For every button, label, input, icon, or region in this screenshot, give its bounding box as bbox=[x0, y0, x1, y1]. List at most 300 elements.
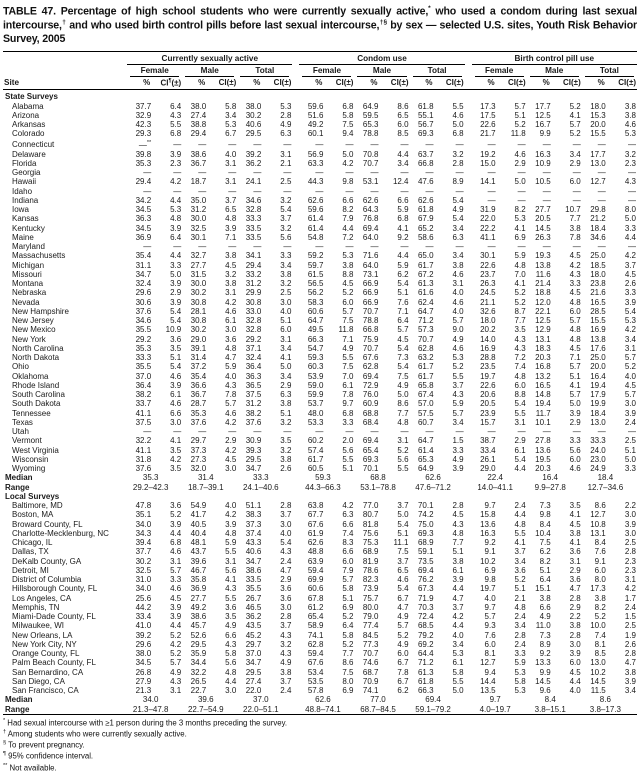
footnotes bbox=[3, 717, 637, 773]
table-cell: 17.7 bbox=[590, 149, 606, 159]
table-cell: 3.9 bbox=[624, 297, 636, 307]
table-cell: 6.6 bbox=[342, 195, 354, 205]
table-cell: 20.0 bbox=[590, 362, 606, 372]
site-label: Nevada bbox=[12, 297, 40, 307]
table-cell: 56.9 bbox=[307, 149, 324, 159]
table-cell: 3.8 bbox=[280, 399, 292, 409]
table-cell: 4.5 bbox=[569, 288, 581, 298]
site-label: Orange County, FL bbox=[12, 649, 80, 659]
table-cell: 2.4 bbox=[514, 639, 526, 649]
table-cell: 3.1 bbox=[280, 149, 292, 159]
table-cell: 5.2 bbox=[569, 129, 581, 139]
table-cell: 17.3 bbox=[590, 584, 606, 594]
table-cell: 75.6 bbox=[362, 528, 379, 538]
site-label: South Dakota bbox=[12, 399, 61, 409]
table-cell: 1.7 bbox=[624, 593, 636, 603]
table-cell: 41.7 bbox=[190, 510, 207, 520]
table-cell: 3.4 bbox=[397, 158, 409, 168]
table-cell: 37.6 bbox=[135, 306, 152, 316]
table-cell: 29.4 bbox=[245, 260, 262, 270]
table-row bbox=[3, 409, 637, 418]
table-cell: 61.4 bbox=[417, 445, 434, 455]
table-cell: 22.1 bbox=[535, 306, 551, 316]
table-cell: 23.8 bbox=[590, 279, 606, 289]
table-cell: 57.8 bbox=[307, 686, 324, 696]
table-cell: 2.0 bbox=[342, 436, 354, 446]
table-cell: 71.2 bbox=[417, 658, 434, 668]
table-cell: 31.4 bbox=[197, 473, 214, 483]
table-cell: 66.9 bbox=[362, 288, 379, 298]
table-cell: 4.3 bbox=[514, 334, 526, 344]
table-cell: — bbox=[400, 168, 409, 178]
table-cell: 60.1 bbox=[307, 129, 324, 139]
table-cell: 71.2 bbox=[417, 316, 434, 326]
table-cell: 13.8 bbox=[590, 334, 606, 344]
table-cell: 5.7 bbox=[569, 390, 581, 400]
table-cell: 15.3 bbox=[590, 110, 606, 120]
table-cell: 3.8 bbox=[624, 101, 636, 111]
table-cell: 6.4 bbox=[170, 232, 182, 242]
data-table bbox=[3, 51, 637, 715]
table-cell: — bbox=[572, 195, 581, 205]
table-cell: 19.9 bbox=[590, 399, 606, 409]
table-cell: 4.5 bbox=[452, 510, 464, 520]
table-cell: 5.8 bbox=[342, 584, 354, 594]
table-cell: 4.9 bbox=[342, 343, 354, 353]
table-cell: 15.1 bbox=[535, 584, 551, 594]
table-cell: 6.6 bbox=[342, 519, 354, 529]
table-cell: 10.0 bbox=[590, 621, 606, 631]
table-cell: 11.8 bbox=[338, 325, 354, 335]
table-cell: 5.1 bbox=[397, 528, 409, 538]
table-cell: 6.1 bbox=[452, 658, 464, 668]
table-row bbox=[3, 529, 637, 538]
table-cell: 6.6 bbox=[225, 630, 237, 640]
table-cell: 65.3 bbox=[417, 454, 434, 464]
table-cell: 8.8 bbox=[342, 269, 354, 279]
table-cell: — bbox=[572, 168, 581, 178]
site-label: Maine bbox=[12, 232, 34, 242]
table-cell: 35.9 bbox=[190, 649, 207, 659]
table-row bbox=[3, 168, 637, 177]
table-cell: 61.7 bbox=[417, 371, 434, 381]
table-row bbox=[3, 455, 637, 464]
table-cell: 12.0 bbox=[535, 297, 551, 307]
table-cell: 4.1 bbox=[280, 353, 292, 363]
table-cell: — bbox=[425, 140, 434, 150]
section-label: State Surveys bbox=[5, 92, 58, 102]
table-cell: 37.0 bbox=[253, 695, 269, 705]
table-cell: 54.8 bbox=[307, 232, 324, 242]
table-cell: 5.4 bbox=[514, 399, 526, 409]
table-cell: 9.2 bbox=[539, 649, 551, 659]
column-gap bbox=[292, 344, 299, 353]
table-cell: — bbox=[198, 242, 207, 252]
table-cell: 4.7 bbox=[624, 658, 636, 668]
range-row bbox=[3, 705, 637, 715]
table-cell: 13.1 bbox=[535, 334, 551, 344]
table-cell: 31.1 bbox=[135, 260, 152, 270]
table-cell: 5.1 bbox=[452, 547, 464, 557]
site-label: New York City, NY bbox=[12, 639, 77, 649]
table-cell: 3.6 bbox=[170, 501, 182, 511]
table-cell: 3.0 bbox=[280, 297, 292, 307]
column-gap bbox=[292, 187, 299, 196]
table-cell: 43.7 bbox=[190, 547, 207, 557]
site-label: Charlotte-Mecklenburg, NC bbox=[12, 528, 109, 538]
table-cell: 19.4 bbox=[590, 380, 606, 390]
table-cell: 19.3 bbox=[535, 251, 551, 261]
table-cell: 69.2 bbox=[417, 639, 434, 649]
table-cell: 21.1 bbox=[480, 297, 496, 307]
table-cell: 59.7 bbox=[307, 260, 324, 270]
table-cell: 4.1 bbox=[514, 223, 526, 233]
column-gap bbox=[292, 159, 299, 168]
table-cell: 7.8 bbox=[397, 667, 409, 677]
table-cell: 8.6 bbox=[594, 501, 606, 511]
table-cell: 3.8–15.1 bbox=[534, 704, 566, 714]
table-cell: 30.9 bbox=[245, 436, 262, 446]
table-cell: 4.6 bbox=[170, 584, 182, 594]
table-cell: 35.5 bbox=[135, 362, 152, 372]
table-cell: 29.5 bbox=[190, 639, 207, 649]
table-cell: 4.7 bbox=[569, 584, 581, 594]
table-cell: 61.6 bbox=[417, 288, 434, 298]
table-cell: 62.8 bbox=[362, 362, 379, 372]
table-cell: — bbox=[228, 427, 237, 437]
table-cell: 6.9 bbox=[514, 232, 526, 242]
site-label: Idaho bbox=[12, 186, 33, 196]
table-cell: 35.5 bbox=[135, 325, 152, 335]
table-cell: 38.0 bbox=[190, 101, 207, 111]
table-cell: 34.5 bbox=[135, 205, 152, 215]
table-cell: 33.7 bbox=[135, 399, 152, 409]
table-cell: 5.7 bbox=[569, 120, 581, 130]
table-cell: 5.7 bbox=[452, 316, 464, 326]
table-cell: 12.7 bbox=[590, 177, 606, 187]
ci-label: CI(±) bbox=[439, 77, 465, 90]
table-cell: 4.2 bbox=[225, 417, 237, 427]
table-cell: 37.6 bbox=[190, 417, 207, 427]
table-cell: — bbox=[283, 427, 292, 437]
table-cell: 10.9 bbox=[535, 158, 551, 168]
table-cell: 3.8 bbox=[225, 279, 237, 289]
table-cell: 3.9 bbox=[452, 575, 464, 585]
table-cell: 8.0 bbox=[594, 575, 606, 585]
column-gap bbox=[465, 335, 472, 344]
table-cell: 4.3 bbox=[452, 519, 464, 529]
table-row bbox=[3, 575, 637, 584]
table-cell: 6.6 bbox=[342, 547, 354, 557]
table-cell: 7.8 bbox=[342, 390, 354, 400]
column-gap bbox=[465, 381, 472, 390]
site-label: San Diego, CA bbox=[12, 676, 65, 686]
table-cell: 10.2 bbox=[480, 556, 496, 566]
table-cell: 4.0 bbox=[280, 528, 292, 538]
table-cell: 16.4 bbox=[542, 473, 558, 483]
table-cell: 33.5 bbox=[245, 575, 262, 585]
table-cell: 2.8 bbox=[624, 547, 636, 557]
table-cell: 36.4 bbox=[135, 380, 152, 390]
column-gap bbox=[292, 473, 299, 482]
table-cell: 4.4 bbox=[397, 251, 409, 261]
site-label: Connecticut bbox=[12, 140, 55, 150]
table-cell: 5.3 bbox=[624, 316, 636, 326]
table-cell: — bbox=[143, 168, 152, 178]
table-cell: 7.1 bbox=[225, 232, 237, 242]
table-cell: 9.1 bbox=[594, 556, 606, 566]
column-gap bbox=[292, 270, 299, 279]
table-cell: 5.7 bbox=[342, 306, 354, 316]
table-cell: 4.9 bbox=[397, 612, 409, 622]
table-cell: 9.3 bbox=[484, 621, 496, 631]
table-row bbox=[3, 187, 637, 196]
site-label: Maryland bbox=[12, 242, 45, 252]
table-cell: 3.3 bbox=[452, 445, 464, 455]
table-cell: 5.7 bbox=[569, 316, 581, 326]
table-cell: 36.9 bbox=[190, 584, 207, 594]
footnote: * Had sexual intercourse with ≥1 person during the 3 months preceding the survey. bbox=[3, 717, 288, 728]
table-cell: 8.9 bbox=[539, 639, 551, 649]
column-gap bbox=[465, 344, 472, 353]
table-cell: 20.5 bbox=[480, 399, 496, 409]
table-cell: 5.7 bbox=[342, 575, 354, 585]
table-cell: 5.9 bbox=[452, 399, 464, 409]
table-row bbox=[3, 436, 637, 445]
table-cell: 19.5 bbox=[535, 454, 551, 464]
table-cell: 39.2 bbox=[135, 630, 152, 640]
table-cell: 14.0–41.1 bbox=[477, 482, 513, 492]
table-cell: 8.7 bbox=[514, 306, 526, 316]
site-label: Arkansas bbox=[12, 120, 46, 130]
table-cell: 5.1 bbox=[514, 584, 526, 594]
table-cell: — bbox=[628, 186, 636, 196]
table-cell: 25.6 bbox=[135, 593, 152, 603]
table-cell: 7.1 bbox=[342, 334, 354, 344]
site-label: New Orleans, LA bbox=[12, 630, 73, 640]
site-label: San Bernardino, CA bbox=[12, 667, 84, 677]
table-cell: 4.9 bbox=[397, 380, 409, 390]
table-row bbox=[3, 307, 637, 316]
column-gap bbox=[292, 242, 299, 251]
column-gap bbox=[292, 649, 299, 658]
table-cell: 5.1 bbox=[342, 593, 354, 603]
table-cell: 27.7 bbox=[190, 593, 207, 603]
table-cell: 34.6 bbox=[135, 316, 152, 326]
site-label: New Mexico bbox=[12, 325, 56, 335]
table-cell: 6.7 bbox=[225, 129, 237, 139]
column-gap bbox=[465, 214, 472, 223]
table-cell: 32.7 bbox=[190, 251, 207, 261]
table-cell: 67.8 bbox=[307, 593, 324, 603]
table-cell: 8.6 bbox=[397, 399, 409, 409]
table-cell: 23.5 bbox=[480, 362, 496, 372]
table-row bbox=[3, 129, 637, 138]
table-cell: — bbox=[572, 140, 581, 150]
table-cell: 65.2 bbox=[417, 223, 434, 233]
site-label: Oklahoma bbox=[12, 371, 49, 381]
title-superscript: * bbox=[428, 5, 431, 12]
table-cell: 3.4 bbox=[569, 149, 581, 159]
table-cell: 61.4 bbox=[307, 214, 324, 224]
table-cell: 30.2 bbox=[190, 288, 207, 298]
table-cell: 6.7 bbox=[397, 658, 409, 668]
table-cell: 3.3 bbox=[170, 575, 182, 585]
subheader-label: Male bbox=[357, 66, 406, 77]
table-cell: 11.0 bbox=[535, 621, 551, 631]
table-cell: 13.6 bbox=[535, 445, 551, 455]
table-cell: 35.3 bbox=[135, 158, 152, 168]
column-gap bbox=[292, 129, 299, 138]
table-cell: 30.1 bbox=[190, 232, 207, 242]
table-cell: 11.7 bbox=[535, 408, 551, 418]
table-row bbox=[3, 261, 637, 270]
table-cell: 7.4 bbox=[594, 630, 606, 640]
table-cell: 31.8 bbox=[135, 454, 152, 464]
table-cell: — bbox=[143, 186, 152, 196]
column-gap bbox=[465, 150, 472, 159]
table-cell: 5.2 bbox=[342, 612, 354, 622]
table-cell: 18.3 bbox=[535, 343, 551, 353]
table-cell: 3.1 bbox=[225, 177, 237, 187]
group-header-condom-use: Condom use bbox=[299, 51, 464, 64]
site-label: Iowa bbox=[12, 205, 29, 215]
table-cell: 6.6 bbox=[397, 195, 409, 205]
table-cell: 9.8 bbox=[539, 510, 551, 520]
table-cell: 6.5 bbox=[225, 205, 237, 215]
column-gap bbox=[465, 455, 472, 464]
table-cell: 38.6 bbox=[245, 565, 262, 575]
table-cell: 33.4 bbox=[135, 612, 152, 622]
table-cell: 5.7 bbox=[624, 353, 636, 363]
table-cell: 12.7 bbox=[480, 658, 496, 668]
table-cell: 4.4 bbox=[452, 584, 464, 594]
table-cell: 7.2 bbox=[514, 353, 526, 363]
table-cell: 70.3 bbox=[417, 602, 434, 612]
pct-label: % bbox=[299, 77, 328, 90]
table-cell: 39.4 bbox=[135, 538, 152, 548]
column-gap bbox=[465, 224, 472, 233]
table-cell: — bbox=[173, 427, 182, 437]
table-cell: 69.9 bbox=[307, 575, 324, 585]
table-cell: — bbox=[542, 168, 551, 178]
column-gap bbox=[292, 177, 299, 186]
table-cell: 54.7 bbox=[307, 343, 324, 353]
table-cell: 6.8 bbox=[170, 129, 182, 139]
table-cell: 3.2 bbox=[624, 149, 636, 159]
table-cell: 4.5 bbox=[569, 343, 581, 353]
table-cell: 77.0 bbox=[370, 695, 386, 705]
table-cell: 3.2 bbox=[280, 195, 292, 205]
table-cell: 75.3 bbox=[362, 538, 379, 548]
table-cell: 4.1 bbox=[569, 110, 581, 120]
table-cell: — bbox=[315, 186, 324, 196]
table-cell: 62.8 bbox=[417, 343, 434, 353]
column-gap bbox=[465, 177, 472, 186]
table-cell: 3.8 bbox=[342, 260, 354, 270]
table-cell: 69.4 bbox=[362, 371, 379, 381]
table-cell: 5.5 bbox=[397, 464, 409, 474]
table-cell: 5.2 bbox=[452, 362, 464, 372]
table-cell: 9.0 bbox=[452, 325, 464, 335]
table-cell: 77.4 bbox=[362, 621, 379, 631]
table-cell: 37.6 bbox=[135, 464, 152, 474]
table-cell: 7.1 bbox=[397, 306, 409, 316]
table-cell: 5.7 bbox=[397, 325, 409, 335]
table-cell: 78.8 bbox=[362, 129, 379, 139]
column-gap bbox=[292, 705, 299, 715]
table-cell: 61.7 bbox=[417, 362, 434, 372]
table-cell: 12.9 bbox=[535, 325, 551, 335]
site-label: New Hampshire bbox=[12, 306, 69, 316]
table-cell: 3.1 bbox=[624, 575, 636, 585]
table-cell: 34.0 bbox=[135, 584, 152, 594]
table-cell: 53.5 bbox=[307, 676, 324, 686]
table-cell: 20.3 bbox=[535, 353, 551, 363]
table-cell: 28.1 bbox=[190, 306, 207, 316]
table-cell: 7.7 bbox=[452, 538, 464, 548]
column-gap bbox=[465, 353, 472, 362]
table-cell: 5.6 bbox=[397, 454, 409, 464]
table-cell: 5.2 bbox=[397, 630, 409, 640]
table-cell: 3.9 bbox=[569, 408, 581, 418]
table-cell: 77.3 bbox=[362, 639, 379, 649]
site-label: Texas bbox=[12, 417, 33, 427]
column-gap bbox=[465, 566, 472, 575]
table-cell: 3.0 bbox=[225, 686, 237, 696]
site-label: Massachusetts bbox=[12, 251, 66, 261]
site-label: Hawaii bbox=[12, 177, 37, 187]
table-cell: 73.9 bbox=[362, 584, 379, 594]
table-cell: 76.8 bbox=[362, 214, 379, 224]
table-cell: 4.1 bbox=[569, 510, 581, 520]
table-cell: 5.6 bbox=[225, 658, 237, 668]
table-cell: 3.4 bbox=[624, 334, 636, 344]
table-cell: 5.9 bbox=[514, 251, 526, 261]
table-cell: 2.3 bbox=[624, 158, 636, 168]
subheader-male bbox=[182, 64, 237, 77]
table-row bbox=[3, 150, 637, 159]
table-cell: 4.9 bbox=[452, 205, 464, 215]
table-cell: 8.2 bbox=[539, 556, 551, 566]
table-cell: 40.4 bbox=[190, 528, 207, 538]
table-cell: 2.1 bbox=[514, 593, 526, 603]
subheader-label: Female bbox=[130, 66, 179, 77]
table-cell: 38.3 bbox=[245, 510, 262, 520]
column-gap bbox=[465, 594, 472, 603]
table-cell: 37.4 bbox=[245, 528, 262, 538]
table-row bbox=[3, 279, 637, 288]
table-cell: 2.8 bbox=[280, 110, 292, 120]
table-cell: 57.4 bbox=[307, 445, 324, 455]
table-cell: 5.1 bbox=[280, 316, 292, 326]
ci-label: CI(±) bbox=[266, 77, 292, 90]
table-cell: 5.8 bbox=[342, 630, 354, 640]
column-gap bbox=[465, 196, 472, 205]
table-row bbox=[3, 205, 637, 214]
table-cell: 20.6 bbox=[480, 390, 496, 400]
table-cell: 61.8 bbox=[417, 676, 434, 686]
table-cell: 64.0 bbox=[362, 260, 379, 270]
table-cell: 4.1 bbox=[569, 380, 581, 390]
table-cell: — bbox=[517, 186, 526, 196]
table-cell: 2.8 bbox=[569, 593, 581, 603]
table-cell: 4.1 bbox=[514, 538, 526, 548]
column-gap bbox=[465, 677, 472, 686]
table-cell: 4.3 bbox=[280, 630, 292, 640]
footnote: ¶ 95% confidence interval. bbox=[3, 751, 94, 761]
column-gap bbox=[465, 529, 472, 538]
